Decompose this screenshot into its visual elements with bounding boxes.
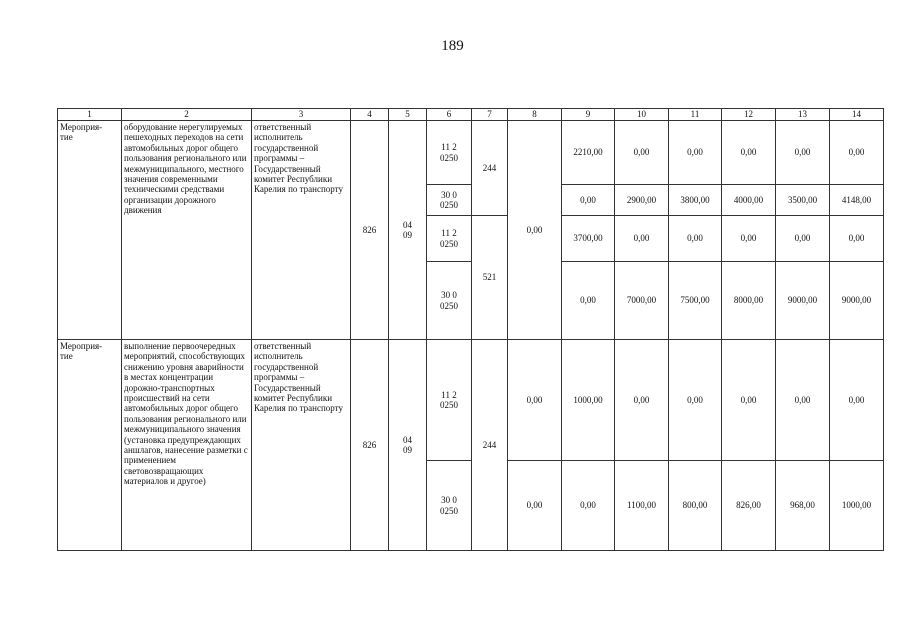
value-cell: 1000,00 [562,340,615,461]
value-cell: 0,00 [508,121,562,340]
column-header: 6 [427,109,472,121]
column-header: 8 [508,109,562,121]
value-cell: 0,00 [722,121,776,185]
event-type: Мероприя- тие [58,121,122,340]
value-cell: 968,00 [776,461,830,551]
table-row [58,340,884,461]
column-header: 11 [669,109,722,121]
value-cell: 3700,00 [562,216,615,262]
value-cell: 0,00 [508,461,562,551]
target-code: 30 0 0250 [427,262,472,340]
column-header: 4 [351,109,389,121]
value-cell: 8000,00 [722,262,776,340]
value-cell: 3500,00 [776,185,830,216]
ministry-code: 826 [351,121,389,340]
table-row [58,121,884,185]
column-header: 3 [252,109,351,121]
header-row [58,109,884,121]
value-cell: 0,00 [562,262,615,340]
event-description: оборудование нерегулируемых пешеходных переходов на сети автомобильных дорог общего пользования регионального или межмуниципального, местного значения современными техническими средствами организации дорожного движения [122,121,252,340]
value-cell: 800,00 [669,461,722,551]
value-cell: 2900,00 [615,185,669,216]
section-code: 04 09 [389,340,427,551]
value-cell: 0,00 [615,340,669,461]
target-code: 11 2 0250 [427,121,472,185]
event-type: Мероприя- тие [58,340,122,551]
value-cell: 0,00 [669,216,722,262]
value-cell: 1100,00 [615,461,669,551]
value-cell: 9000,00 [830,262,884,340]
column-header: 2 [122,109,252,121]
value-cell: 0,00 [776,340,830,461]
column-header: 1 [58,109,122,121]
value-cell: 0,00 [669,340,722,461]
value-cell: 826,00 [722,461,776,551]
value-cell: 3800,00 [669,185,722,216]
page-number: 189 [441,38,464,54]
target-code: 30 0 0250 [427,461,472,551]
value-cell: 4148,00 [830,185,884,216]
value-cell: 7500,00 [669,262,722,340]
column-header: 10 [615,109,669,121]
value-cell: 0,00 [508,340,562,461]
value-cell: 0,00 [722,216,776,262]
column-header: 7 [472,109,508,121]
target-code: 30 0 0250 [427,185,472,216]
value-cell: 0,00 [776,216,830,262]
value-cell: 0,00 [776,121,830,185]
expense-type: 244 [472,340,508,551]
target-code: 11 2 0250 [427,340,472,461]
value-cell: 0,00 [562,185,615,216]
budget-table [57,108,884,551]
expense-type: 521 [472,216,508,340]
column-header: 9 [562,109,615,121]
target-code: 11 2 0250 [427,216,472,262]
event-executor: ответственный исполнитель государственной программы – Государственный комитет Республики Карелия по транспорту [252,340,351,551]
event-description: выполнение первоочередных мероприятий, способствующих снижению уровня аварийности в местах концентрации дорожно-транспортных происшествий на сети автомобильных дорог общего пользования регионального или межмуниципального значения (установка предупреждающих аншлагов, нанесение разметки с применением световозвращающих материалов и другое) [122,340,252,551]
value-cell: 9000,00 [776,262,830,340]
section-code: 04 09 [389,121,427,340]
value-cell: 0,00 [830,216,884,262]
column-header: 13 [776,109,830,121]
value-cell: 0,00 [615,121,669,185]
ministry-code: 826 [351,340,389,551]
value-cell: 1000,00 [830,461,884,551]
value-cell: 0,00 [669,121,722,185]
value-cell: 0,00 [830,121,884,185]
value-cell: 2210,00 [562,121,615,185]
expense-type: 244 [472,121,508,216]
value-cell: 4000,00 [722,185,776,216]
value-cell: 0,00 [615,216,669,262]
column-header: 12 [722,109,776,121]
value-cell: 0,00 [722,340,776,461]
event-executor: ответственный исполнитель государственной программы – Государственный комитет Республики Карелия по транспорту [252,121,351,340]
value-cell: 0,00 [562,461,615,551]
column-header: 5 [389,109,427,121]
column-header: 14 [830,109,884,121]
value-cell: 7000,00 [615,262,669,340]
value-cell: 0,00 [830,340,884,461]
